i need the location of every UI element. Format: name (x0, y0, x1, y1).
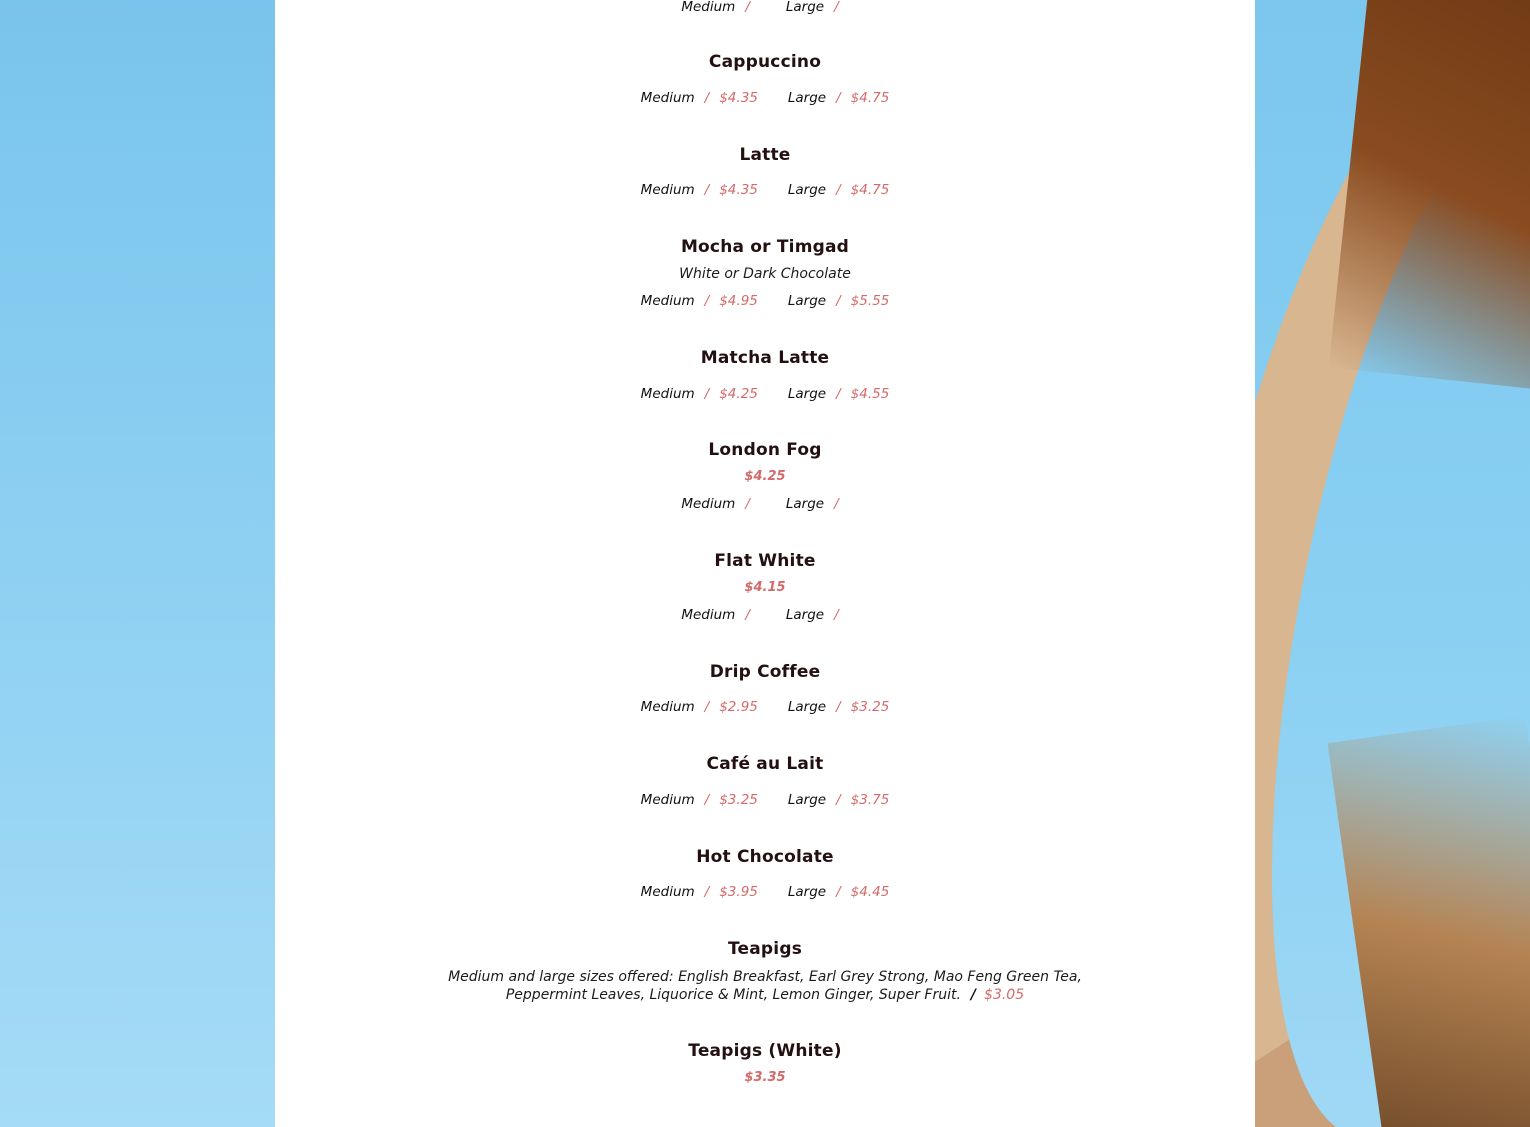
slash-separator: / (704, 293, 710, 309)
menu-item-mocha-or-timgad (275, 236, 1255, 310)
medium-label: Medium (640, 182, 695, 198)
slash-separator: / (704, 90, 710, 106)
large-label: Large (787, 182, 827, 198)
size-row (275, 495, 1255, 513)
medium-label: Medium (681, 0, 736, 15)
large-label: Large (785, 607, 825, 623)
large-label: Large (787, 699, 827, 715)
menu-item-cappuccino (275, 51, 1255, 107)
slash-separator: / (836, 90, 841, 106)
slash-separator: / (834, 496, 839, 512)
slash-separator: / (970, 987, 977, 1003)
large-label: Large (785, 0, 825, 15)
item-name: Cappuccino (708, 52, 822, 72)
item-name: Drip Coffee (709, 662, 821, 682)
slash-separator: / (745, 496, 750, 512)
item-name: Mocha or Timgad (680, 237, 850, 257)
medium-label: Medium (640, 699, 695, 715)
large-price: $4.75 (850, 182, 890, 198)
item-price: $3.05 (984, 987, 1025, 1003)
size-row (275, 791, 1255, 809)
large-price: $5.55 (850, 293, 890, 309)
menu-item-drip-coffee (275, 661, 1255, 716)
item-price: $3.35 (744, 1070, 786, 1085)
menu-item-hot-chocolate (275, 846, 1255, 901)
background-left-sky (0, 0, 275, 1127)
menu-item-matcha-latte (275, 347, 1255, 403)
item-price: $4.25 (744, 469, 786, 484)
menu-item-london-fog (275, 439, 1255, 513)
menu-item-partial-top (275, 0, 1255, 16)
slash-separator: / (836, 293, 841, 309)
menu-item-latte (275, 144, 1255, 199)
size-row (275, 606, 1255, 624)
slash-separator: / (704, 884, 710, 900)
size-row (275, 698, 1255, 716)
slash-separator: / (836, 699, 841, 715)
large-price: $3.25 (850, 699, 890, 715)
medium-price: $3.95 (719, 884, 758, 900)
large-price: $4.55 (850, 386, 890, 402)
medium-price: $4.95 (719, 293, 758, 309)
item-description-line2-text: Peppermint Leaves, Liquorice & Mint, Lemon Ginger, Super Fruit. (505, 987, 961, 1003)
medium-label: Medium (640, 90, 695, 106)
menu-item-cafe-au-lait (275, 753, 1255, 809)
slash-separator: / (704, 699, 710, 715)
large-label: Large (787, 792, 827, 808)
medium-price: $3.25 (719, 792, 758, 808)
slash-separator: / (834, 607, 839, 623)
wood-dark-decoration (1329, 0, 1530, 390)
medium-price: $2.95 (719, 699, 758, 715)
large-label: Large (787, 293, 827, 309)
medium-label: Medium (681, 607, 736, 623)
medium-label: Medium (640, 884, 695, 900)
medium-price: $4.25 (719, 386, 758, 402)
size-row (275, 89, 1255, 107)
large-price: $4.75 (850, 90, 890, 106)
medium-label: Medium (640, 293, 695, 309)
menu-item-teapigs-white (275, 1040, 1255, 1087)
item-name: London Fog (708, 440, 822, 460)
slash-separator: / (704, 182, 710, 198)
item-name: Matcha Latte (700, 348, 830, 368)
large-price: $4.45 (850, 884, 890, 900)
item-price: $4.15 (744, 580, 786, 595)
slash-separator: / (704, 386, 710, 402)
slash-separator: / (834, 0, 839, 15)
menu-panel (275, 0, 1255, 1127)
slash-separator: / (745, 0, 750, 15)
size-row (275, 292, 1255, 310)
item-name: Teapigs (727, 939, 803, 959)
slash-separator: / (836, 884, 841, 900)
item-name: Flat White (714, 551, 816, 571)
item-name: Café au Lait (706, 754, 824, 774)
size-row (275, 883, 1255, 901)
size-row (275, 181, 1255, 199)
slash-separator: / (836, 792, 841, 808)
large-price: $3.75 (850, 792, 890, 808)
item-description-line2 (275, 986, 1255, 1004)
medium-label: Medium (640, 386, 695, 402)
large-label: Large (787, 386, 827, 402)
medium-label: Medium (681, 496, 736, 512)
size-row (275, 0, 1255, 16)
item-name: Hot Chocolate (696, 847, 834, 867)
item-name: Latte (739, 145, 791, 165)
large-label: Large (785, 496, 825, 512)
medium-price: $4.35 (719, 90, 758, 106)
size-row (275, 385, 1255, 403)
item-note: White or Dark Chocolate (679, 266, 851, 282)
slash-separator: / (836, 182, 841, 198)
item-name: Teapigs (White) (688, 1041, 842, 1061)
menu-item-flat-white (275, 550, 1255, 624)
medium-price: $4.35 (719, 182, 758, 198)
large-label: Large (787, 90, 827, 106)
menu-item-teapigs (275, 938, 1255, 1004)
slash-separator: / (745, 607, 750, 623)
medium-label: Medium (640, 792, 695, 808)
large-label: Large (787, 884, 827, 900)
background-right-photo (1255, 0, 1530, 1127)
slash-separator: / (836, 386, 841, 402)
slash-separator: / (704, 792, 710, 808)
item-description-line1: Medium and large sizes offered: English Breakfast, Earl Grey Strong, Mao Feng Green Tea, (448, 969, 1082, 985)
